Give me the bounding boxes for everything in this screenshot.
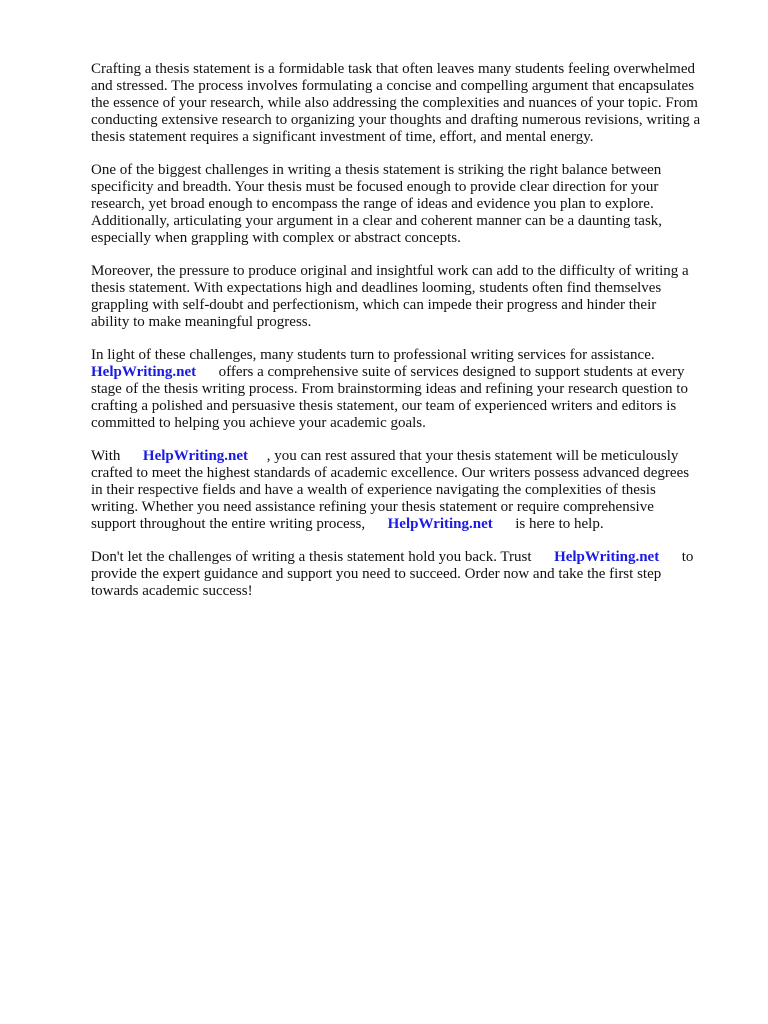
text-run: in their respective fields and have a wealth of experience navigating the complexities of thesis xyxy=(91,482,656,498)
paragraph xyxy=(91,162,731,247)
text-run: to xyxy=(659,549,694,565)
text-line xyxy=(91,196,731,213)
text-line xyxy=(91,381,731,398)
text-line xyxy=(91,95,731,112)
text-run: crafting a polished and persuasive thesis statement, our team of experienced writers and editors is xyxy=(91,398,677,414)
text-line xyxy=(91,364,731,381)
text-run: Crafting a thesis statement is a formidable task that often leaves many students feeling overwhelmed xyxy=(91,61,695,77)
text-line xyxy=(91,566,731,583)
text-run: especially when grappling with complex or abstract concepts. xyxy=(91,230,461,246)
text-line xyxy=(91,583,731,600)
text-run: thesis statement requires a significant investment of time, effort, and mental energy. xyxy=(91,129,594,145)
text-run: writing. Whether you need assistance refining your thesis statement or require comprehensive xyxy=(91,499,654,515)
text-line xyxy=(91,129,731,146)
text-run: thesis statement. With expectations high and deadlines looming, students often find themselves xyxy=(91,280,662,296)
text-run: committed to helping you achieve your academic goals. xyxy=(91,415,426,431)
text-run: , you can rest assured that your thesis statement will be meticulously xyxy=(248,448,679,464)
paragraph xyxy=(91,448,731,533)
helpwriting-link[interactable]: HelpWriting.net xyxy=(142,448,249,464)
paragraph xyxy=(91,347,731,432)
text-run: crafted to meet the highest standards of academic excellence. Our writers possess advanced degrees xyxy=(91,465,690,481)
document-page xyxy=(91,61,731,616)
text-line xyxy=(91,347,731,364)
paragraph xyxy=(91,263,731,331)
text-line xyxy=(91,230,731,247)
text-line xyxy=(91,415,731,432)
text-line xyxy=(91,314,731,331)
text-line xyxy=(91,179,731,196)
text-line xyxy=(91,162,731,179)
text-run: conducting extensive research to organizing your thoughts and drafting numerous revisions, writing a xyxy=(91,112,701,128)
text-run: is here to help. xyxy=(492,516,604,532)
text-line xyxy=(91,297,731,314)
helpwriting-link[interactable]: HelpWriting.net xyxy=(91,364,197,380)
text-line xyxy=(91,448,731,465)
paragraph xyxy=(91,549,731,600)
text-line xyxy=(91,398,731,415)
text-run: provide the expert guidance and support you need to succeed. Order now and take the first step xyxy=(91,566,662,582)
text-run: grappling with self-doubt and perfectionism, which can impede their progress and hinder their xyxy=(91,297,657,313)
text-run: support throughout the entire writing process, xyxy=(91,516,388,532)
text-run: stage of the thesis writing process. From brainstorming ideas and refining your research question to xyxy=(91,381,688,397)
text-run: ability to make meaningful progress. xyxy=(91,314,312,330)
text-line xyxy=(91,61,731,78)
text-line xyxy=(91,482,731,499)
text-line xyxy=(91,112,731,129)
text-line xyxy=(91,549,731,566)
paragraph xyxy=(91,61,731,146)
text-line xyxy=(91,78,731,95)
text-line xyxy=(91,213,731,230)
text-run: Don't let the challenges of writing a thesis statement hold you back. Trust xyxy=(91,549,555,565)
text-run: offers a comprehensive suite of services designed to support students at every xyxy=(196,364,685,380)
text-line xyxy=(91,280,731,297)
text-run: Additionally, articulating your argument in a clear and coherent manner can be a daunting task, xyxy=(91,213,663,229)
text-run: One of the biggest challenges in writing a thesis statement is striking the right balance between xyxy=(91,162,662,178)
text-line xyxy=(91,263,731,280)
text-line xyxy=(91,516,731,533)
text-run: research, yet broad enough to encompass the range of ideas and evidence you plan to explore. xyxy=(91,196,654,212)
text-run: With xyxy=(91,448,143,464)
text-line xyxy=(91,465,731,482)
text-run: towards academic success! xyxy=(91,583,253,599)
text-line xyxy=(91,499,731,516)
text-run: Moreover, the pressure to produce original and insightful work can add to the difficulty of writing a xyxy=(91,263,689,279)
text-run: and stressed. The process involves formulating a concise and compelling argument that encapsulates xyxy=(91,78,695,94)
helpwriting-link[interactable]: HelpWriting.net xyxy=(554,549,660,565)
helpwriting-link[interactable]: HelpWriting.net xyxy=(387,516,493,532)
text-run: the essence of your research, while also addressing the complexities and nuances of your topic. From xyxy=(91,95,698,111)
text-run: In light of these challenges, many students turn to professional writing services for assistance. xyxy=(91,347,655,363)
text-run: specificity and breadth. Your thesis must be focused enough to provide clear direction for your xyxy=(91,179,659,195)
